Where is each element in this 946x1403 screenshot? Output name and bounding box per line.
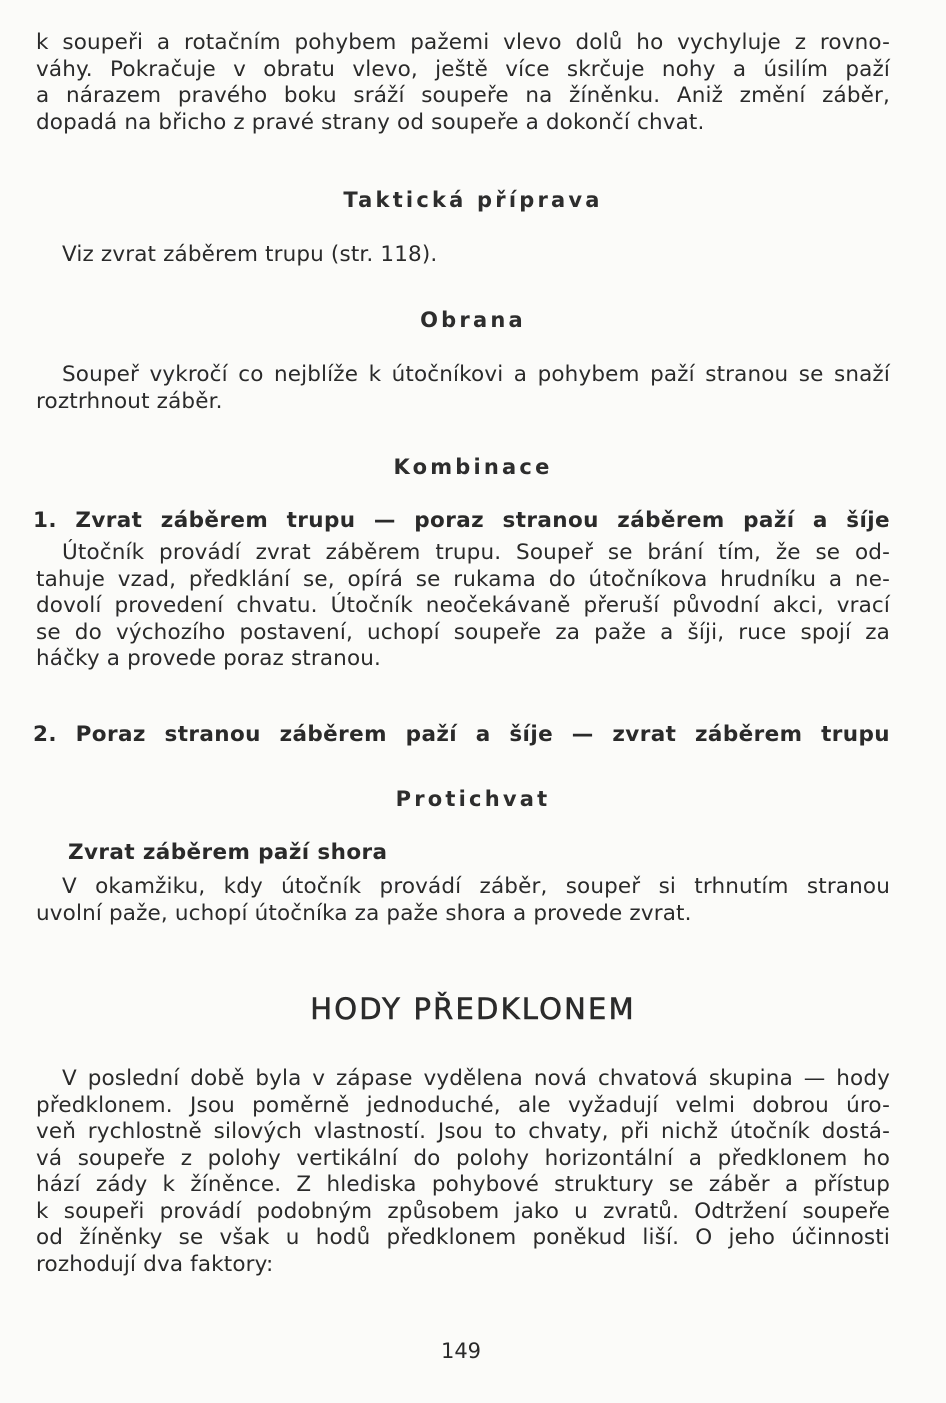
text-line: se do výchozího postavení, uchopí soupeře za paže a šíji, ruce spojí za [36,619,890,645]
text-line: V okamžiku, kdy útočník provádí záběr, soupeř si trhnutím stranou [62,874,890,899]
text-line: uvolní paže, uchopí útočníka za paže shora a provede zvrat. [36,900,692,926]
heading-obrana: Obrana [420,308,526,332]
text-line: tahuje vzad, předklání se, opírá se rukama do útočníkova hrudníku a ne- [36,566,890,592]
text-line: a nárazem pravého boku sráží soupeře na žíněnku. Aniž změní záběr, [36,83,890,108]
paragraph-intro [36,30,890,136]
paragraph-combination-1 [36,540,890,673]
text-line: Útočník provádí zvrat záběrem trupu. Soupeř se brání tím, že se od- [62,540,890,565]
text-line: váhy. Pokračuje v obratu vlevo, ještě více skrčuje nohy a úsilím paží [36,56,890,82]
paragraph-takticka [36,242,890,269]
text-line: hází zády k žíněnce. Z hlediska pohybové struktury se záběr a přístup [36,1172,890,1197]
text-line: roztrhnout záběr. [36,388,223,414]
paragraph-protichvat [36,874,890,927]
heading-kombinace: Kombinace [393,455,553,479]
text-line: rozhodují dva faktory: [36,1251,274,1277]
heading-takticka-priprava: Taktická příprava [343,188,603,212]
combination-1-title: 1. Zvrat záběrem trupu — poraz stranou záběrem paží a šíje [33,508,890,533]
text-line: vá soupeře z polohy vertikální do polohy horizontální a předklonem ho [36,1145,890,1171]
paragraph-hody-predklonem [36,1066,890,1278]
text-line: Soupeř vykročí co nejblíže k útočníkovi a pohybem paží stranou se snaží [62,362,890,387]
text-line: dopadá na břicho z pravé strany od soupeře a dokončí chvat. [36,109,705,135]
text-line: V poslední době byla v zápase vydělena nová chvatová skupina — hody [62,1066,890,1091]
section-title: HODY PŘEDKLONEM [310,992,636,1026]
text-line: k soupeři a rotačním pohybem pažemi vlevo dolů ho vychyluje z rovno- [36,30,890,55]
combination-2-title: 2. Poraz stranou záběrem paží a šíje — zvrat záběrem trupu [33,722,890,747]
text-line: veň rychlostně silových vlastností. Jsou to chvaty, při nichž útočník dostá- [36,1119,890,1144]
text-line: od žíněnky se však u hodů předklonem poněkud liší. O jeho účinnosti [36,1225,890,1250]
text-line: dovolí provedení chvatu. Útočník neočekávaně přeruší původní akci, vrací [36,593,890,618]
paragraph-obrana [36,362,890,415]
heading-protichvat: Protichvat [395,787,551,811]
text-line: k soupeři provádí podobným způsobem jako u zvratů. Odtržení soupeře [36,1198,890,1224]
text-line: háčky a provede poraz stranou. [36,646,382,671]
page-number: 149 [440,1339,482,1363]
text-line: předklonem. Jsou poměrně jednoduché, ale vyžadují velmi dobrou úro- [36,1092,890,1118]
text-line: Viz zvrat záběrem trupu (str. 118). [62,242,438,267]
protichvat-subtitle: Zvrat záběrem paží shora [68,840,388,865]
